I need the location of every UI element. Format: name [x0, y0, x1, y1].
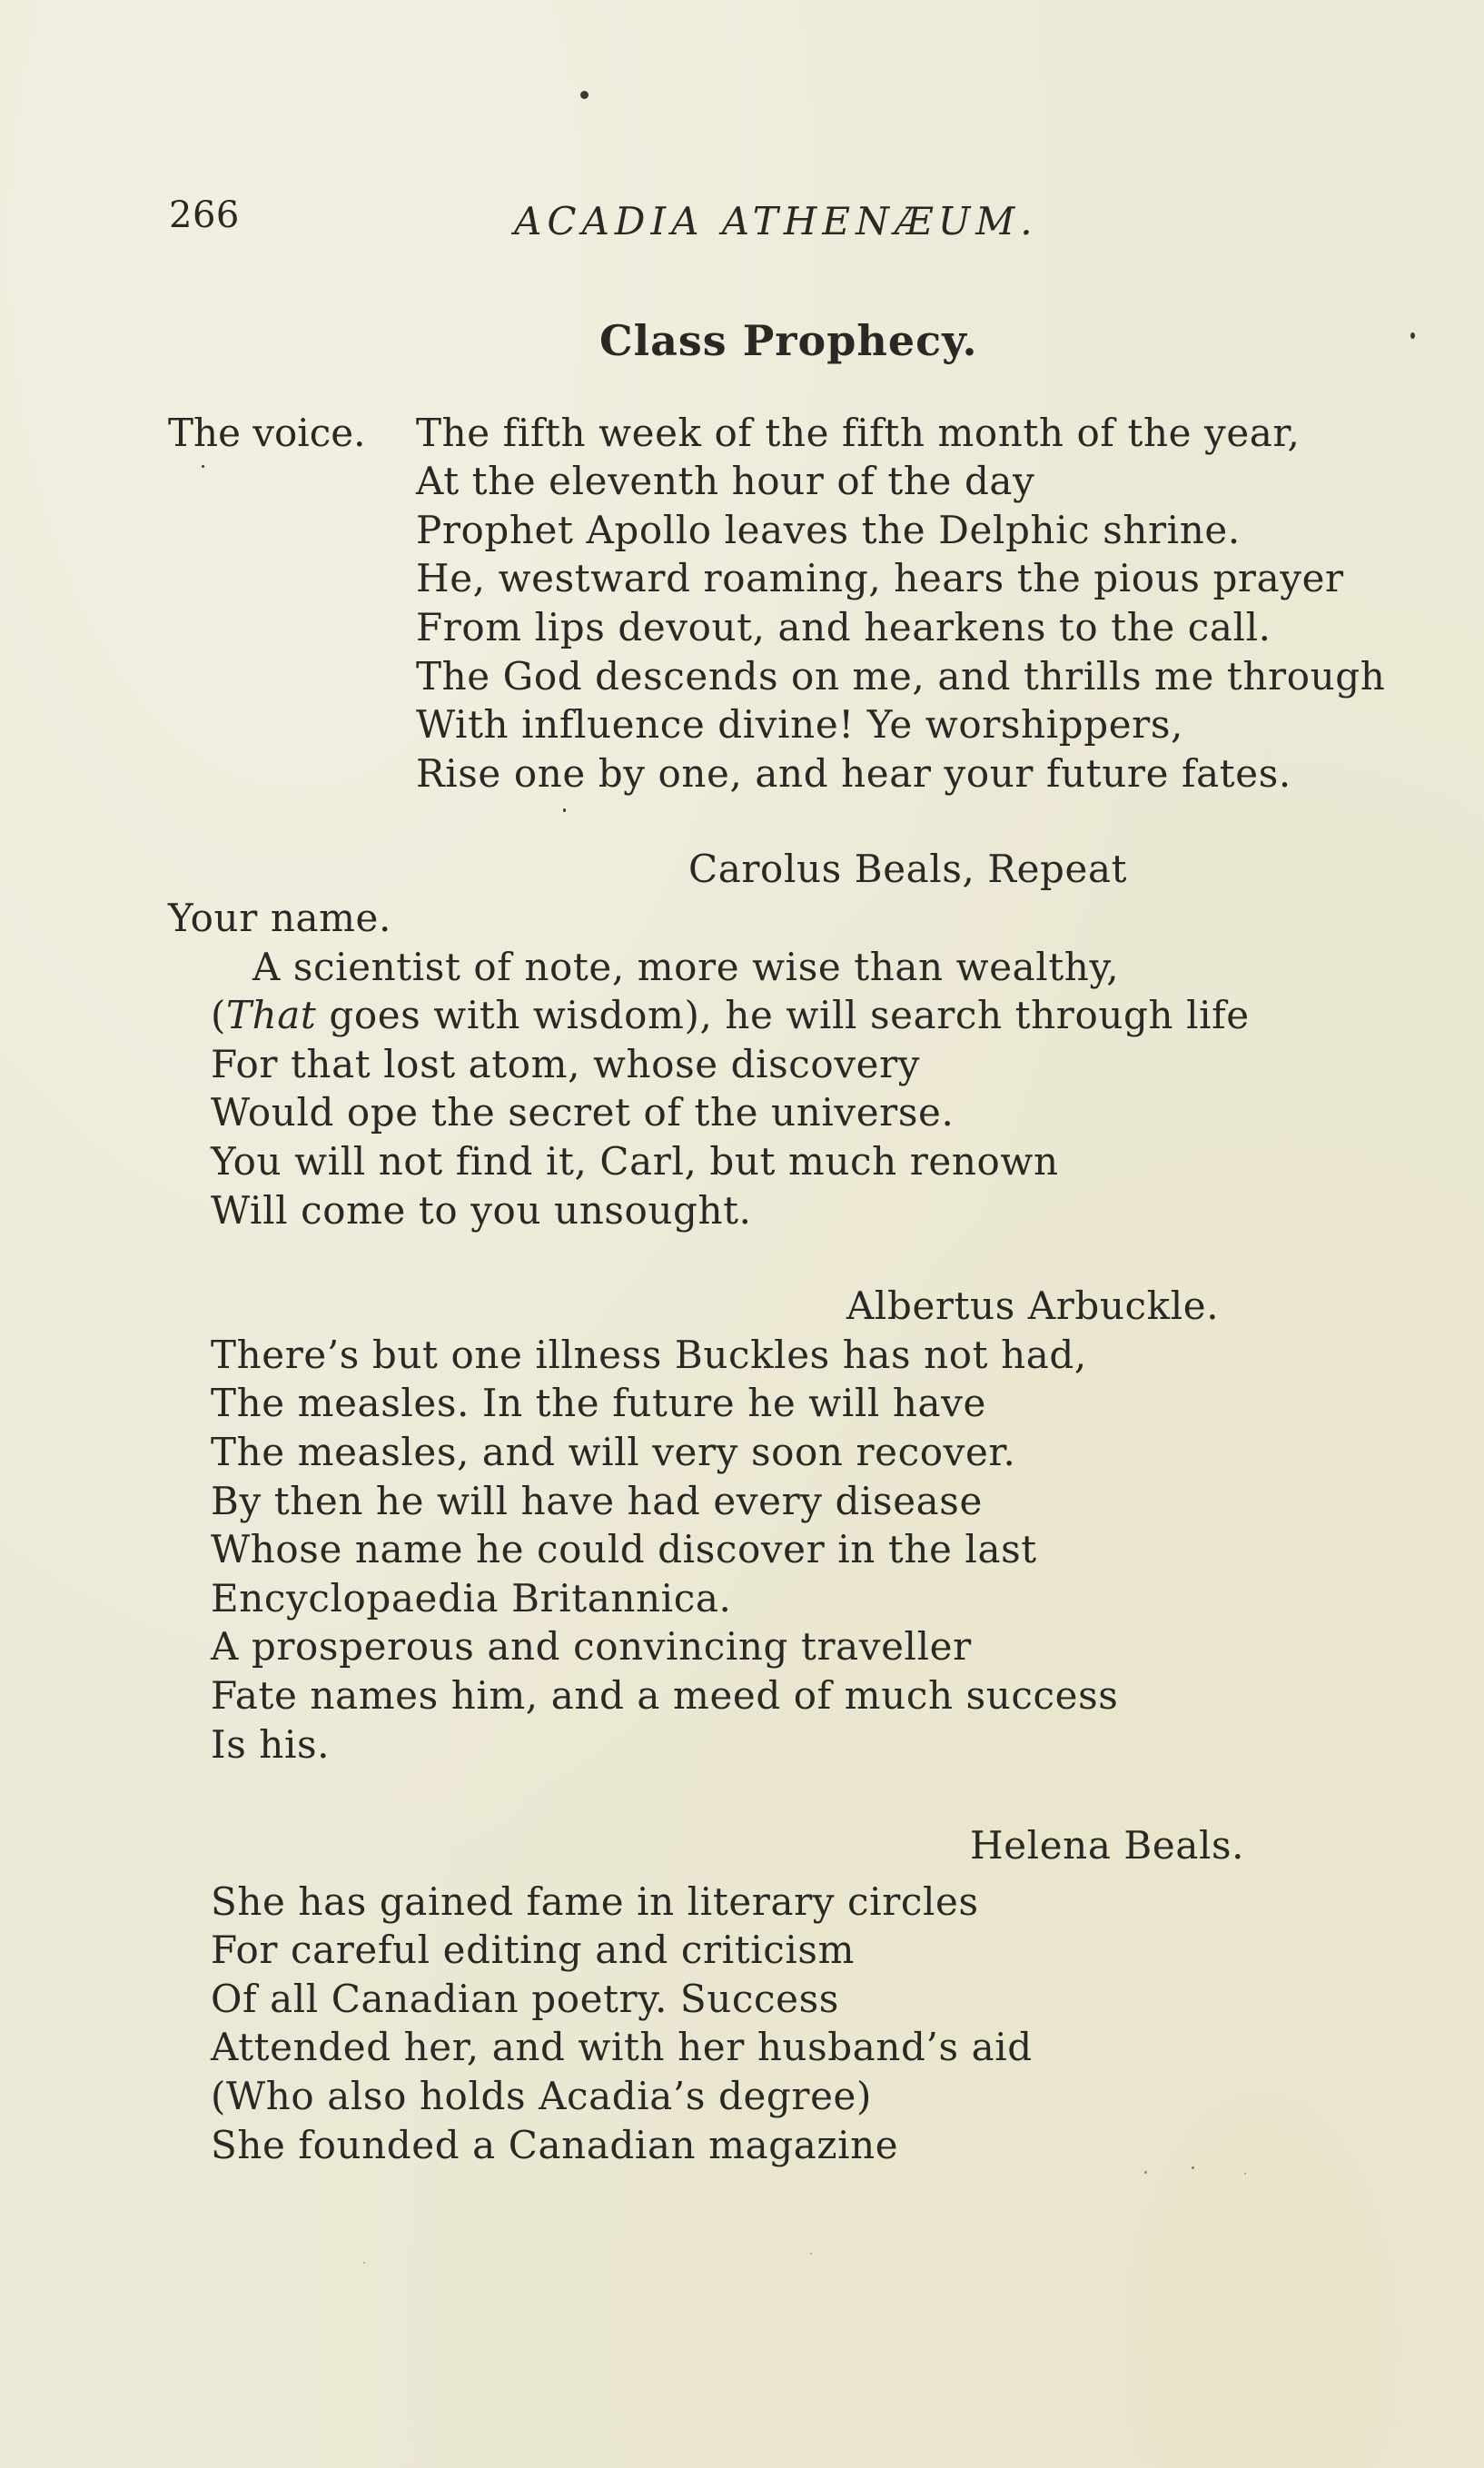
verse-line: With influence divine! Ye worshippers, [416, 702, 1183, 747]
person-name: Helena Beals. [970, 1823, 1245, 1868]
verse-line: By then he will have had every disease [211, 1479, 983, 1523]
ink-speck [1244, 2173, 1246, 2175]
ink-speck [363, 2262, 365, 2264]
verse-line: Attended her, and with her husband’s aid [211, 2025, 1033, 2069]
verse-line: Whose name he could discover in the last [211, 1527, 1037, 1571]
verse-line: Of all Canadian poetry. Success [211, 1977, 839, 2021]
verse-line: She founded a Canadian magazine [211, 2123, 899, 2167]
verse-line: A prosperous and convincing traveller [211, 1624, 972, 1669]
person-name: Carolus Beals, Repeat [688, 847, 1128, 891]
page-number: 266 [169, 194, 240, 236]
speaker-label: The voice. [168, 411, 366, 455]
ink-speck [1192, 2166, 1194, 2169]
verse-line: There’s but one illness Buckles has not had, [211, 1333, 1087, 1377]
verse-line: Prophet Apollo leaves the Delphic shrine. [416, 508, 1241, 552]
ink-speck [580, 91, 589, 99]
verse-line: A scientist of note, more wise than wealthy, [252, 945, 1120, 989]
italic-word: That [226, 993, 317, 1037]
verse-line: She has gained fame in literary circles [211, 1879, 979, 1924]
verse-line: At the eleventh hour of the day [416, 459, 1035, 503]
verse-line: (Who also holds Acadia’s degree) [211, 2074, 872, 2118]
verse-line: The measles, and will very soon recover. [211, 1430, 1016, 1474]
section-title: Class Prophecy. [599, 316, 978, 365]
verse-line: Would ope the secret of the universe. [211, 1090, 955, 1135]
ink-speck [1144, 2171, 1147, 2174]
verse-line [211, 991, 1250, 1040]
ink-speck [202, 465, 204, 468]
verse-line: For careful editing and criticism [211, 1928, 856, 1972]
verse-line: Is his. [211, 1722, 331, 1767]
verse-line: Fate names him, and a meed of much success [211, 1673, 1119, 1718]
paren-open: ( [211, 993, 226, 1037]
verse-line: Rise one by one, and hear your future fates. [416, 751, 1291, 796]
verse-line: Your name. [168, 896, 391, 940]
verse-line-rest: goes with wisdom), he will search through life [316, 993, 1250, 1037]
ink-speck [563, 808, 566, 812]
ink-speck [1410, 332, 1415, 339]
verse-line: Will come to you unsought. [211, 1188, 752, 1233]
verse-line: Encyclopaedia Britannica. [211, 1576, 732, 1621]
verse-line: For that lost atom, whose discovery [211, 1042, 921, 1086]
running-title: ACADIA ATHENÆUM. [514, 199, 1038, 243]
verse-line: From lips devout, and hearkens to the call. [416, 605, 1271, 649]
verse-line: You will not find it, Carl, but much renown [211, 1139, 1059, 1184]
ink-speck [810, 2253, 812, 2255]
person-name: Albertus Arbuckle. [846, 1284, 1220, 1328]
verse-line: The God descends on me, and thrills me through [416, 654, 1386, 699]
verse-line: The measles. In the future he will have [211, 1381, 986, 1425]
verse-line: He, westward roaming, hears the pious prayer [416, 556, 1344, 600]
verse-line: The fifth week of the fifth month of the year, [416, 411, 1301, 455]
